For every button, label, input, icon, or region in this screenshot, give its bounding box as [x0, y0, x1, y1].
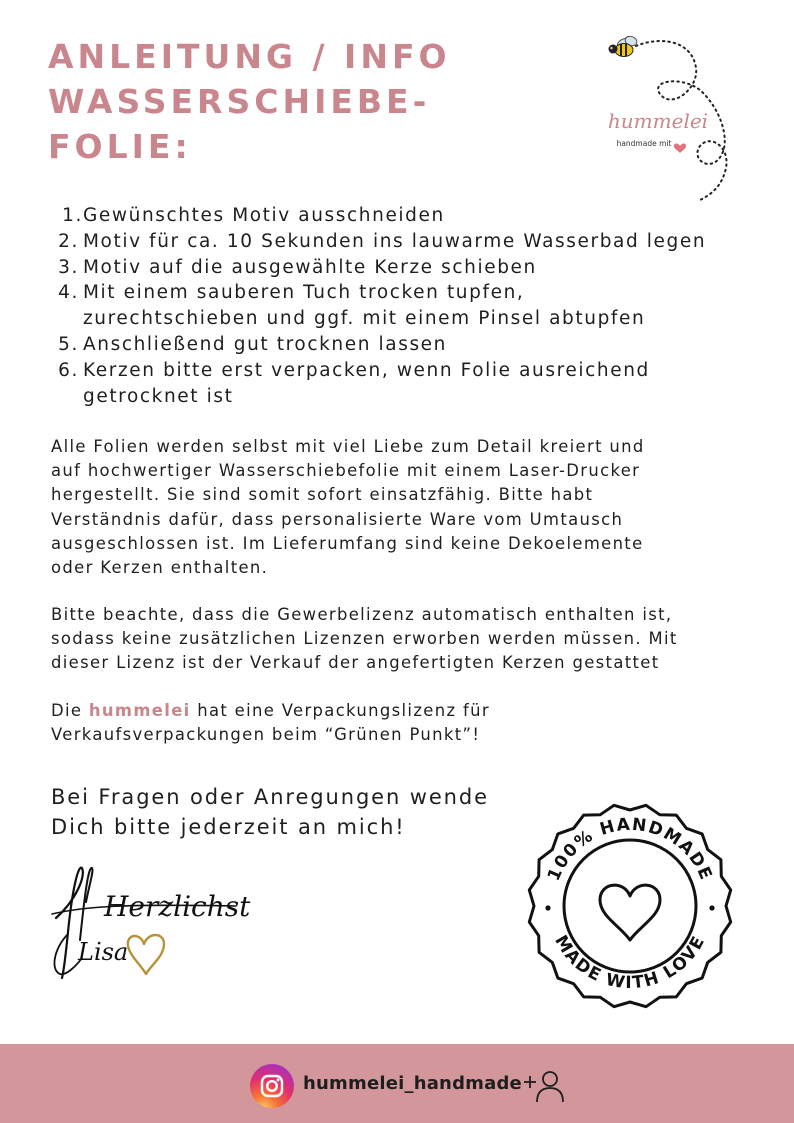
step-number: 3.: [58, 256, 79, 278]
paragraph-line: dieser Lizenz ist der Verkauf der angefertigten Kerzen gestattet: [51, 653, 660, 673]
step-text: Mit einem sauberen Tuch trocken tupfen,: [83, 282, 525, 304]
logo-tagline: handmade mit: [616, 139, 672, 148]
paragraph-line: Verständnis dafür, dass personalisierte Ware vom Umtausch: [51, 509, 624, 529]
seal-top-text: 100% HANDMADE: [543, 814, 717, 884]
hummelei-logo: [600, 28, 740, 203]
questions-line: Dich bitte jederzeit an mich!: [51, 815, 406, 839]
paragraph-line: ausgeschlossen ist. Im Lieferumfang sind keine Dekoelemente: [51, 533, 644, 553]
paragraph-line: hergestellt. Sie sind somit sofort einsatzfähig. Bitte habt: [51, 485, 594, 505]
questions-text: [51, 782, 489, 842]
small-heart-icon: [674, 143, 686, 153]
logo-brand: hummelei: [607, 109, 709, 133]
paragraph-line: Bitte beachte, dass die Gewerbelizenz automatisch enthalten ist,: [51, 605, 673, 624]
step-text: Kerzen bitte erst verpacken, wenn Folie ausreichend: [83, 359, 650, 381]
step-number: 1.: [62, 205, 83, 226]
paragraph-prefix: Die: [51, 701, 89, 720]
title-line: ANLEITUNG / INFO: [48, 37, 451, 76]
seal-bottom-text: MADE WITH LOVE: [550, 931, 710, 994]
instagram-icon[interactable]: [250, 1064, 294, 1108]
instruction-step: [50, 358, 770, 410]
brand-name: hummelei: [88, 701, 191, 720]
instruction-step: [50, 280, 770, 332]
step-number: 2.: [58, 230, 79, 252]
paragraph-line: [51, 699, 771, 723]
step-text: zurechtschieben und ggf. mit einem Pinsel abtupfen: [83, 308, 646, 330]
step-text: Motiv auf die ausgewählte Kerze schieben: [83, 256, 537, 278]
step-text: Motiv für ca. 10 Sekunden ins lauwarme Wasserbad legen: [83, 230, 707, 252]
heart-icon: [600, 885, 660, 940]
instruction-step: [50, 332, 770, 358]
paragraph-line: oder Kerzen enthalten.: [51, 558, 269, 578]
questions-line: Bei Fragen oder Anregungen wende: [51, 785, 489, 809]
heart-outline-icon: [128, 935, 164, 974]
signature: [46, 862, 268, 984]
title-line: FOLIE:: [48, 127, 192, 166]
handmade-seal: [524, 800, 736, 1012]
step-text: Gewünschtes Motiv ausschneiden: [83, 205, 445, 226]
instagram-handle[interactable]: hummelei_handmade: [303, 1073, 522, 1094]
instruction-list: [50, 203, 770, 409]
signature-line2: Lisa: [78, 938, 129, 966]
paragraph-line: Verkaufsverpackungen beim “Grünen Punkt”!: [51, 725, 481, 745]
add-user-icon[interactable]: [522, 1068, 566, 1104]
step-number: 4.: [58, 282, 79, 304]
info-paragraph: [51, 435, 771, 580]
step-text: getrocknet ist: [83, 385, 234, 407]
paragraph-line: auf hochwertiger Wasserschiebefolie mit einem Laser-Drucker: [51, 461, 641, 481]
title-line: WASSERSCHIEBE-: [48, 82, 431, 121]
license-paragraph: [51, 603, 771, 676]
paragraph-suffix: hat eine Verpackungslizenz für: [190, 701, 490, 720]
instruction-step: [50, 203, 770, 229]
signature-line1: Herzlichst: [104, 890, 251, 923]
paragraph-line: Alle Folien werden selbst mit viel Liebe zum Detail kreiert und: [51, 437, 645, 456]
step-text: Anschließend gut trocknen lassen: [83, 333, 447, 355]
instruction-step: [50, 255, 770, 281]
instruction-step: [50, 229, 770, 255]
page-title: [48, 34, 508, 169]
packaging-paragraph: [51, 699, 771, 747]
step-number: 5.: [58, 333, 79, 355]
step-number: 6.: [58, 359, 79, 381]
paragraph-line: sodass keine zusätzlichen Lizenzen erworben werden müssen. Mit: [51, 629, 678, 649]
bee-icon: [609, 35, 639, 57]
footer: [0, 1044, 794, 1123]
